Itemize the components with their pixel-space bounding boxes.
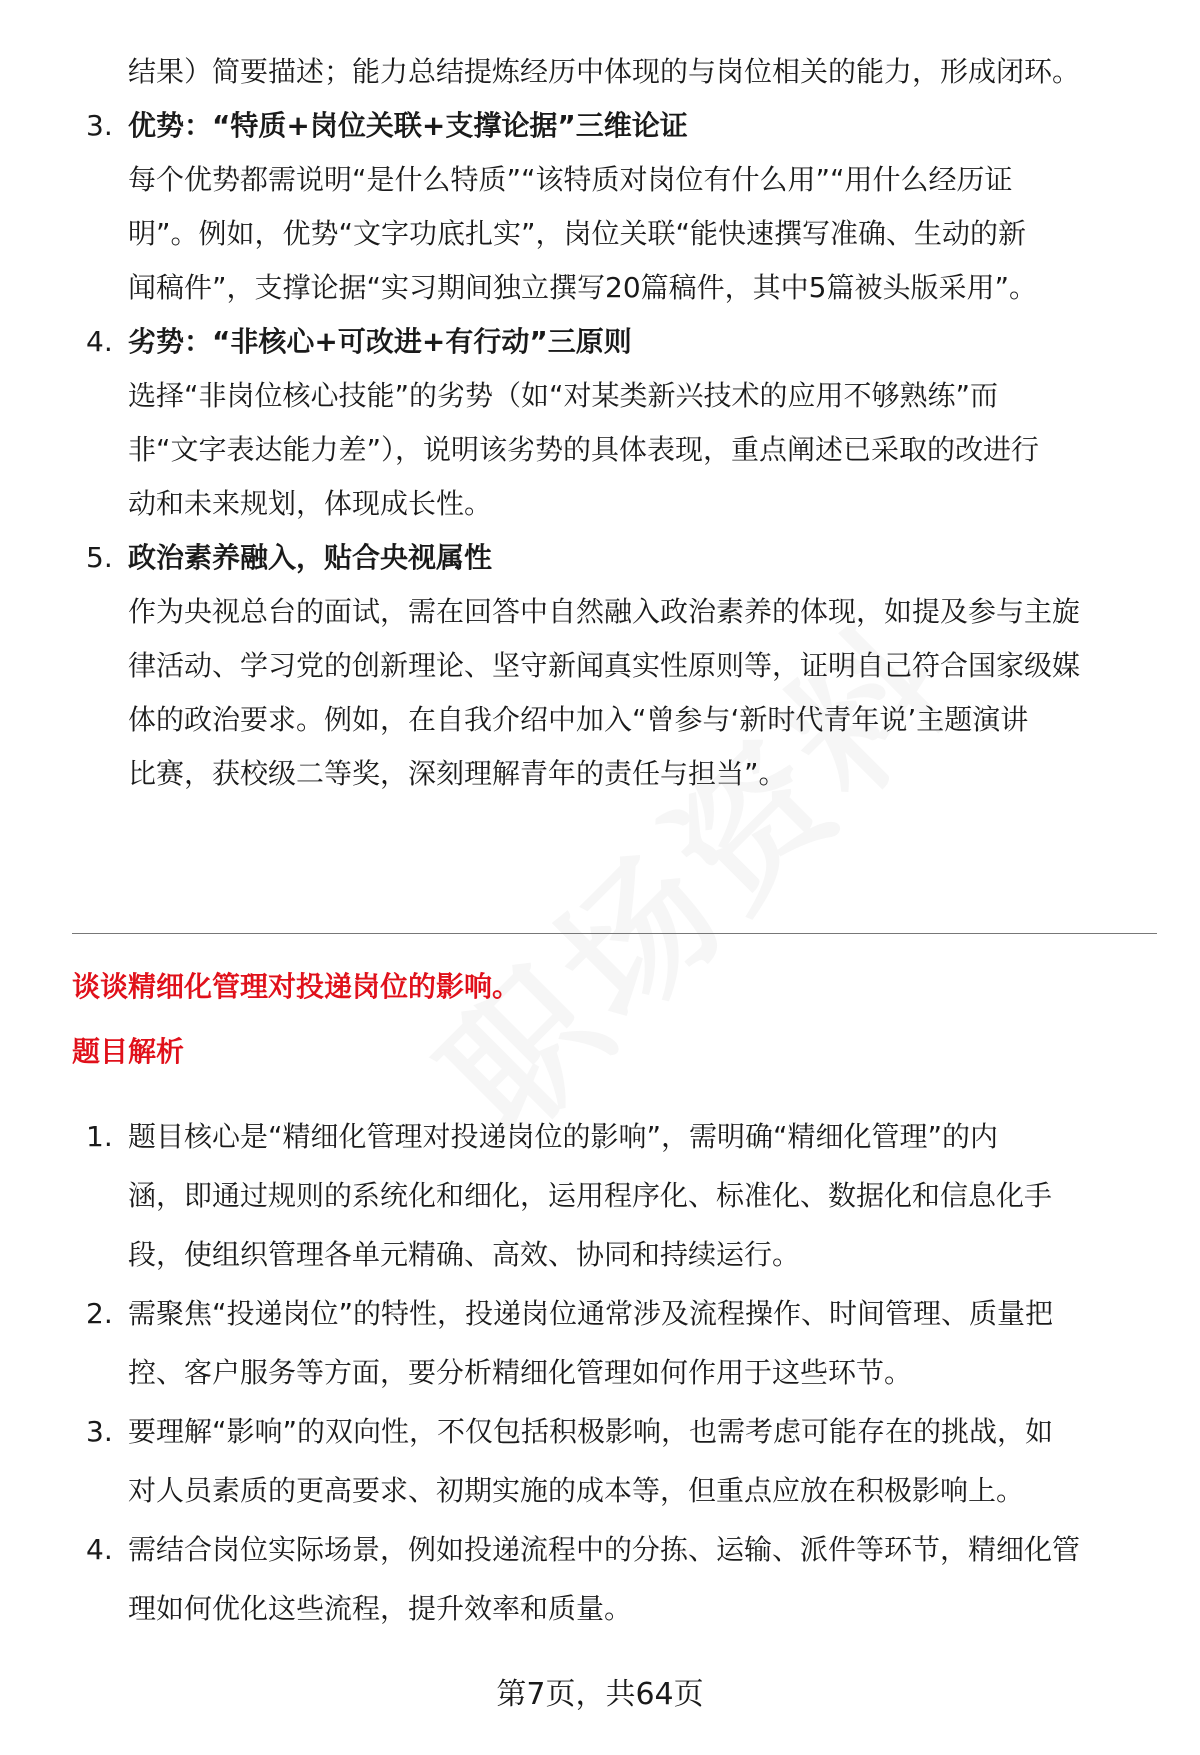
item-line: 比赛，获校级二等奖，深刻理解青年的责任与担当”。 (128, 757, 787, 790)
section-divider (72, 933, 1157, 934)
item-line: 明”。例如，优势“文字功底扎实”，岗位关联“能快速撰写准确、生动的新 (128, 217, 1027, 250)
item-line: 需结合岗位实际场景，例如投递流程中的分拣、运输、派件等环节，精细化管 (128, 1533, 1081, 1566)
item-number: 1. (86, 1120, 113, 1153)
item-line: 题目核心是“精细化管理对投递岗位的影响”，需明确“精细化管理”的内 (128, 1120, 999, 1153)
item-line: 闻稿件”，支撑论据“实习期间独立撰写20篇稿件，其中5篇被头版采用”。 (128, 271, 1037, 304)
item-number: 3. (86, 1415, 113, 1448)
item-line: 控、客户服务等方面，要分析精细化管理如何作用于这些环节。 (128, 1356, 913, 1389)
item-line: 涵，即通过规则的系统化和细化，运用程序化、标准化、数据化和信息化手 (128, 1179, 1053, 1212)
question-title: 谈谈精细化管理对投递岗位的影响。 (72, 970, 521, 1003)
item-line: 动和未来规划，体现成长性。 (128, 487, 493, 520)
item-number: 2. (86, 1297, 113, 1330)
item-line: 体的政治要求。例如，在自我介绍中加入“曾参与‘新时代青年说’主题演讲 (128, 703, 1029, 736)
item-number: 5. (86, 541, 113, 574)
item-title: 优势：“特质+岗位关联+支撑论据”三维论证 (128, 109, 688, 142)
item-line: 非“文字表达能力差”），说明该劣势的具体表现，重点阐述已采取的改进行 (128, 433, 1040, 466)
question-subtitle: 题目解析 (72, 1035, 185, 1068)
item-line: 每个优势都需说明“是什么特质”“该特质对岗位有什么用”“用什么经历证 (128, 163, 1013, 196)
item-title: 政治素养融入，贴合央视属性 (128, 541, 493, 574)
intro-line: 结果）简要描述；能力总结提炼经历中体现的与岗位相关的能力，形成闭环。 (128, 55, 1081, 88)
item-title: 劣势：“非核心+可改进+有行动”三原则 (128, 325, 632, 358)
item-line: 要理解“影响”的双向性，不仅包括积极影响，也需考虑可能存在的挑战，如 (128, 1415, 1054, 1448)
item-number: 3. (86, 109, 113, 142)
item-line: 对人员素质的更高要求、初期实施的成本等，但重点应放在积极影响上。 (128, 1474, 1025, 1507)
item-line: 选择“非岗位核心技能”的劣势（如“对某类新兴技术的应用不够熟练”而 (128, 379, 999, 412)
item-line: 需聚焦“投递岗位”的特性，投递岗位通常涉及流程操作、时间管理、质量把 (128, 1297, 1054, 1330)
item-line: 律活动、学习党的创新理论、坚守新闻真实性原则等，证明自己符合国家级媒 (128, 649, 1081, 682)
item-number: 4. (86, 1533, 113, 1566)
page-footer: 第7页，共64页 (496, 1677, 704, 1712)
item-number: 4. (86, 325, 113, 358)
item-line: 段，使组织管理各单元精确、高效、协同和持续运行。 (128, 1238, 801, 1271)
item-line: 作为央视总台的面试，需在回答中自然融入政治素养的体现，如提及参与主旋 (128, 595, 1081, 628)
item-line: 理如何优化这些流程，提升效率和质量。 (128, 1592, 633, 1625)
